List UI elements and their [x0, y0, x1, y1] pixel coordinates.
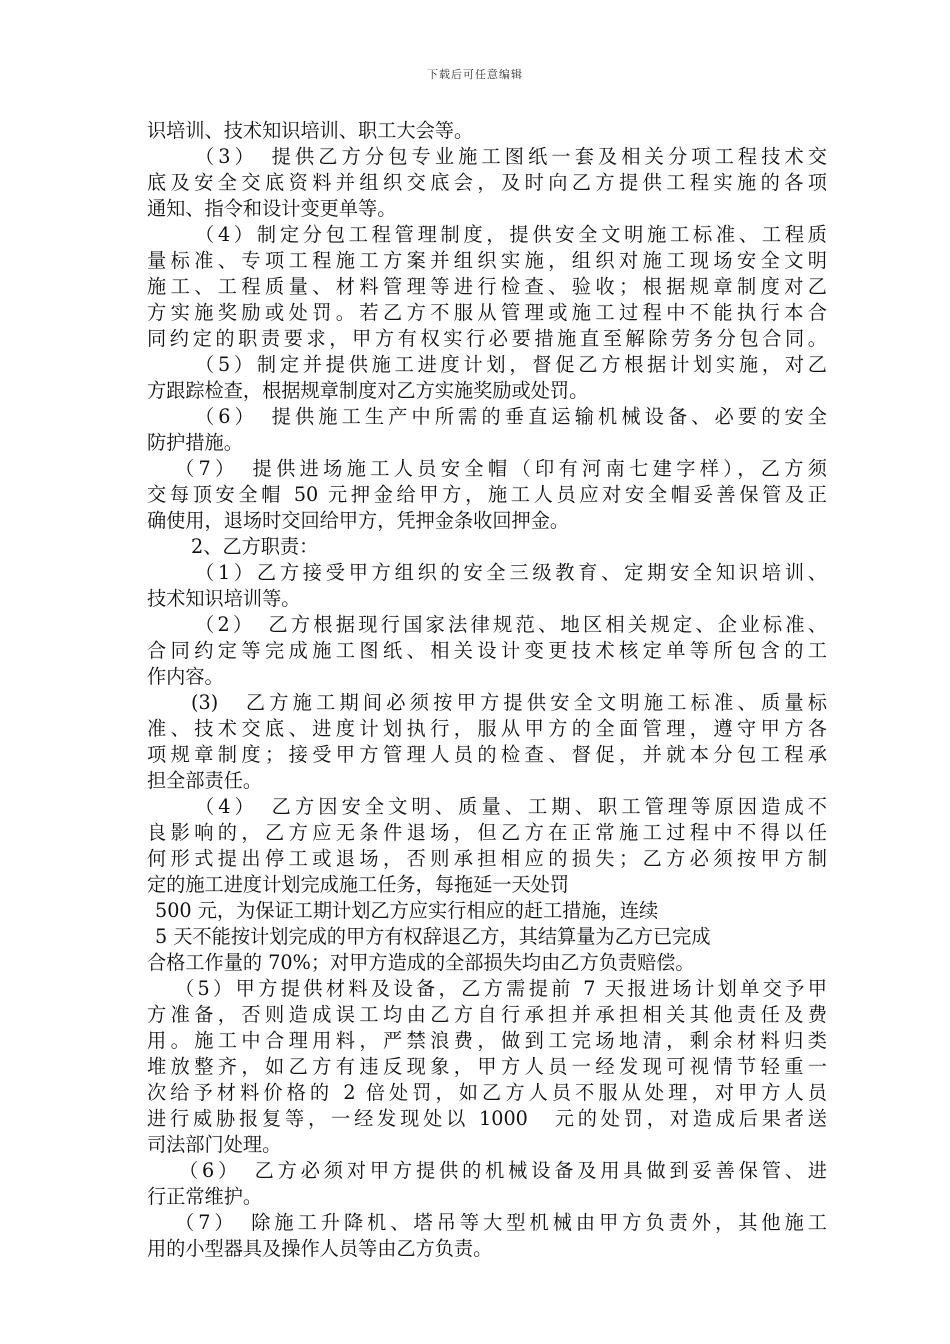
page-header: 下载后可任意编辑	[427, 68, 523, 81]
text-line: 定的施工进度计划完成施工任务，每拖延一天处罚	[147, 873, 570, 896]
text-line: 交每顶安全帽 50 元押金给甲方，施工人员应对安全帽妥善保管及正	[147, 483, 827, 506]
text-line: 防护措施。	[147, 431, 243, 454]
text-line: 进行威胁报复等，一经发现处以 1000 元的处罚，对造成后果者送	[147, 1107, 827, 1130]
text-line: 合同约定等完成施工图纸、相关设计变更技术核定单等所包含的工	[147, 639, 827, 662]
text-line: 良影响的，乙方应无条件退场，但乙方在正常施工过程中不得以任	[147, 821, 827, 844]
text-line: （5）制定并提供施工进度计划，督促乙方根据计划实施，对乙	[195, 353, 827, 376]
text-line: 行正常维护。	[147, 1185, 263, 1208]
text-line: 次给予材料价格的 2 倍处罚，如乙方人员不服从处理，对甲方人员	[147, 1081, 827, 1104]
text-line: （5）甲方提供材料及设备，乙方需提前 7 天报进场计划单交予甲	[175, 977, 827, 1000]
text-line: 量标准、专项工程施工方案并组织实施，组织对施工现场安全文明	[147, 249, 827, 272]
text-line: 用的小型器具及操作人员等由乙方负责。	[147, 1237, 493, 1260]
text-line: （2） 乙方根据现行国家法律规范、地区相关规定、企业标准、	[195, 613, 827, 636]
text-line: （7） 提供进场施工人员安全帽（印有河南七建字样），乙方须	[175, 457, 827, 480]
text-line: 施工、工程质量、材料管理等进行检查、验收；根据规章制度对乙	[147, 275, 827, 298]
text-line: 担全部责任。	[147, 769, 263, 792]
text-line: （3） 提供乙方分包专业施工图纸一套及相关分项工程技术交	[195, 145, 827, 168]
text-line: 确使用，退场时交回给甲方，凭押金条收回押金。	[147, 509, 570, 532]
text-line: 司法部门处理。	[147, 1133, 282, 1156]
text-line: 识培训、技术知识培训、职工大会等。	[147, 119, 474, 142]
text-line: 作内容。	[147, 665, 224, 688]
text-line: 5 天不能按计划完成的甲方有权辞退乙方，其结算量为乙方已完成	[155, 925, 711, 948]
text-line: 技术知识培训等。	[147, 587, 301, 610]
text-line: （4）制定分包工程管理制度，提供安全文明施工标准、工程质	[195, 223, 827, 246]
text-line: 项规章制度；接受甲方管理人员的检查、督促，并就本分包工程承	[147, 743, 827, 766]
text-line: （1）乙方接受甲方组织的安全三级教育、定期安全知识培训、	[195, 561, 827, 584]
text-line: 方实施奖励或处罚。若乙方不服从管理或施工过程中不能执行本合	[147, 301, 827, 324]
text-line: 堆放整齐，如乙方有违反现象，甲方人员一经发现可视情节轻重一	[147, 1055, 827, 1078]
text-line: 方跟踪检查，根据规章制度对乙方实施奖励或处罚。	[147, 379, 589, 402]
text-line: 500 元，为保证工期计划乙方应实行相应的赶工措施，连续	[155, 899, 659, 922]
text-line: 底及安全交底资料并组织交底会，及时向乙方提供工程实施的各项	[147, 171, 827, 194]
text-line: （6） 提供施工生产中所需的垂直运输机械设备、必要的安全	[195, 405, 827, 428]
text-line: （6） 乙方必须对甲方提供的机械设备及用具做到妥善保管、进	[179, 1159, 827, 1182]
text-line: 何形式提出停工或退场，否则承担相应的损失；乙方必须按甲方制	[147, 847, 827, 870]
document-body	[147, 118, 827, 1262]
text-line: （4） 乙方因安全文明、质量、工期、职工管理等原因造成不	[195, 795, 827, 818]
text-line: 准、技术交底、进度计划执行，服从甲方的全面管理，遵守甲方各	[147, 717, 827, 740]
text-line: 通知、指令和设计变更单等。	[147, 197, 397, 220]
text-line: (3) 乙方施工期间必须按甲方提供安全文明施工标准、质量标	[191, 691, 827, 714]
text-line: 用。施工中合理用料，严禁浪费，做到工完场地清，剩余材料归类	[147, 1029, 827, 1052]
text-line: 2、乙方职责：	[191, 535, 319, 558]
text-line: 同约定的职责要求，甲方有权实行必要措施直至解除劳务分包合同。	[147, 327, 827, 350]
text-line: 方准备，否则造成误工均由乙方自行承担并承担相关其他责任及费	[147, 1003, 827, 1026]
text-line: （7） 除施工升降机、塔吊等大型机械由甲方负责外，其他施工	[175, 1211, 827, 1234]
text-line: 合格工作量的 70%；对甲方造成的全部损失均由乙方负责赔偿。	[147, 951, 695, 974]
